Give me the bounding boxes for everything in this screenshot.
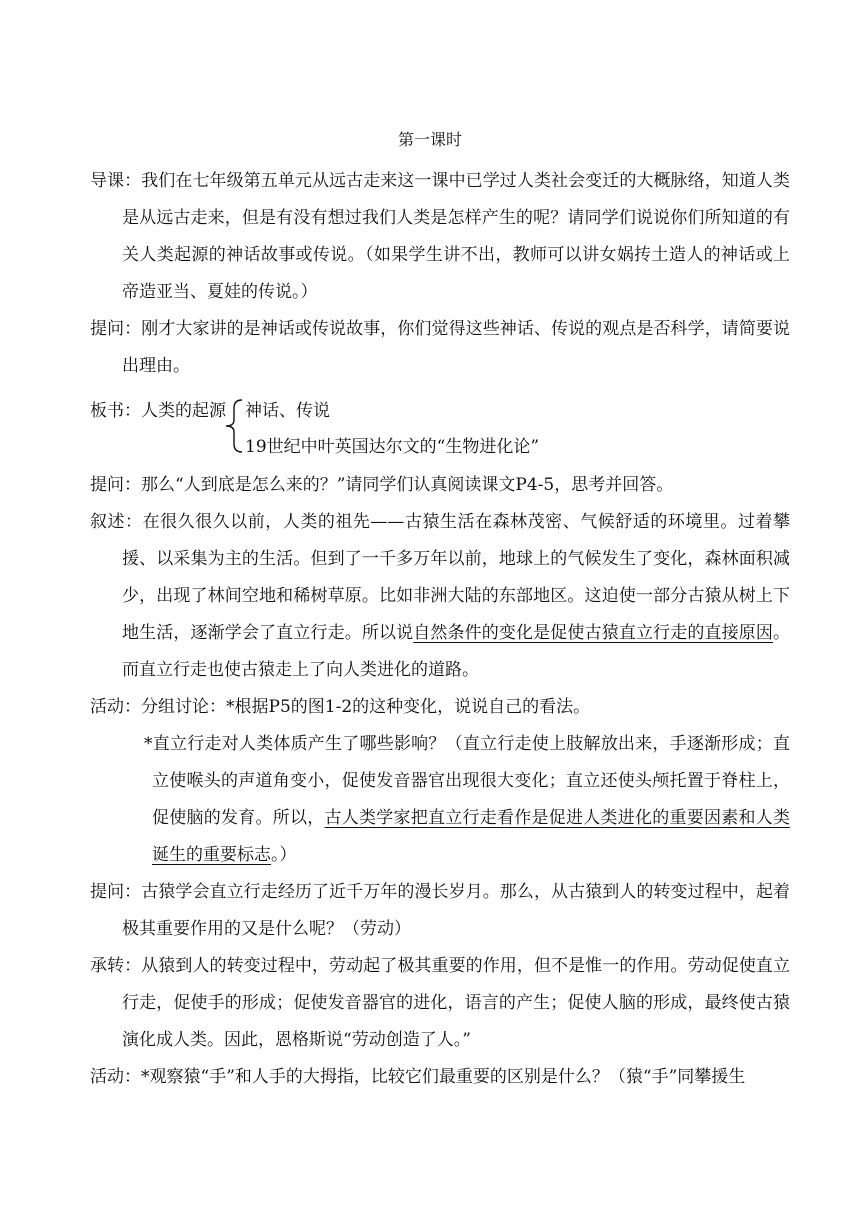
board-item-myth: 神话、传说 (245, 401, 330, 421)
paragraph-text: 刚才大家讲的是神话或传说故事，你们觉得这些神话、传说的观点是否科学，请简要说出理由。 (122, 319, 791, 376)
paragraph-activity-1 (90, 689, 790, 726)
board-label: 板书：人类的起源 (90, 401, 226, 421)
paragraph-transition (90, 948, 790, 1059)
paragraph-label: 提问： (90, 319, 142, 339)
underlined-key-point: 古人类学家把直立行走看作是促进人类进化的重要因素和人类诞生的重要标志 (152, 808, 790, 865)
board-item-evolution: 19世纪中叶英国达尔文的“生物进化论” (245, 437, 540, 457)
paragraph-text: 那么“人到底是怎么来的？”请同学们认真阅读课文P4-5，思考并回答。 (141, 475, 674, 495)
paragraph-question-1 (90, 311, 790, 385)
paragraph-intro (90, 163, 790, 311)
paragraph-label: 活动： (90, 1067, 141, 1087)
paragraph-label: 活动： (90, 697, 141, 717)
paragraph-activity-1-sub (144, 726, 790, 874)
paragraph-text: 古猿学会直立行走经历了近千万年的漫长岁月。那么，从古猿到人的转变过程中，起着极其重要作用的又是什么呢？（劳动） (122, 882, 791, 939)
paragraph-question-2 (90, 467, 790, 504)
paragraph-label: 导课： (90, 171, 142, 191)
paragraph-text: *直立行走对人类体质产生了哪些影响？（直立行走使上肢解放出来，手逐渐形成；直立使喉头的声道角变小，促使发音器官出现很大变化；直立还使头颅托置于脊柱上，促使脑的发育。所以， (144, 734, 790, 828)
paragraph-label: 提问： (90, 475, 141, 495)
blackboard-notes (90, 392, 790, 472)
paragraph-label: 提问： (90, 882, 142, 902)
paragraph-text: 我们在七年级第五单元从远古走来这一课中已学过人类社会变迁的大概脉络，知道人类是从远古走来，但是有没有想过我们人类是怎样产生的呢？请同学们说说你们所知道的有关人类起源的神话故事或传说。（如果学生讲不出，教师可以讲女娲抟土造人的神话或上帝造亚当、夏娃的传说。） (122, 171, 791, 302)
paragraph-text-end: 。而直立行走也使古猿走上了向人类进化的道路。 (122, 623, 791, 680)
paragraph-label: 叙述： (90, 512, 143, 532)
paragraph-narration (90, 504, 790, 689)
curly-brace-icon (222, 398, 244, 454)
underlined-key-point: 自然条件的变化是促使古猿直立行走的直接原因 (413, 623, 774, 643)
paragraph-text: 从猿到人的转变过程中，劳动起了极其重要的作用，但不是惟一的作用。劳动促使直立行走，促使手的形成；促使发音器官的进化，语言的产生；促使人脑的形成，最终使古猿演化成人类。因此，恩格斯说“劳动创造了人。” (122, 956, 791, 1050)
paragraph-text-end: 。） (271, 845, 297, 865)
paragraph-activity-2 (90, 1059, 790, 1096)
paragraph-text: *观察猿“手”和人手的大拇指，比较它们最重要的区别是什么？（猿“手”同攀援生 (141, 1067, 746, 1087)
page-title: 第一课时 (397, 130, 462, 149)
paragraph-question-3 (90, 874, 790, 948)
paragraph-label: 承转： (90, 956, 142, 976)
paragraph-text: 分组讨论：*根据P5的图1-2的这种变化，说说自己的看法。 (141, 697, 591, 717)
paragraph-text: 在很久很久以前，人类的祖先——古猿生活在森林茂密、气候舒适的环境里。过着攀援、以采集为主的生活。但到了一千多万年以前，地球上的气候发生了变化，森林面积减少，出现了林间空地和稀树草原。比如非洲大陆的东部地区。这迫使一部分古猿从树上下地生活，逐渐学会了直立行走。所以说 (122, 512, 791, 643)
